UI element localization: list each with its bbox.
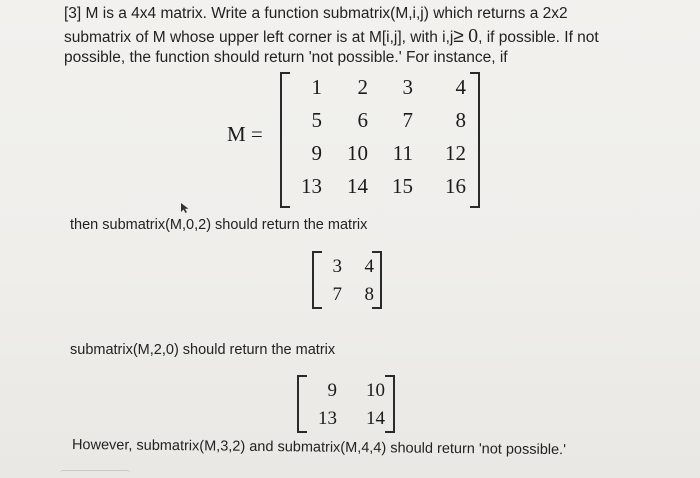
mouse-cursor-icon xyxy=(180,202,190,214)
matrix-cell: 16 xyxy=(445,174,466,198)
example-2-caption: submatrix(M,2,0) should return the matrix xyxy=(70,342,336,358)
matrix-cell: 4 xyxy=(455,75,466,99)
matrix-cell: 7 xyxy=(332,284,342,305)
matrix-cell: 5 xyxy=(311,108,322,132)
problem-line-3 xyxy=(64,47,508,69)
right-bracket xyxy=(470,72,480,208)
matrix-cell: 10 xyxy=(366,380,385,401)
matrix-cell: 13 xyxy=(318,408,337,429)
matrix-cell: 4 xyxy=(364,256,374,277)
problem-text: possible, the function should return 'not possible.' For instance, if xyxy=(64,49,508,66)
matrix-cell: 14 xyxy=(366,408,385,429)
problem-text: , if possible. If not xyxy=(478,29,599,46)
matrix-cell: 9 xyxy=(311,141,322,165)
matrix-cell: 6 xyxy=(357,108,368,132)
matrix-cell: 7 xyxy=(402,108,413,132)
problem-text: submatrix of M whose upper left corner is at M[i,j], with i,j xyxy=(64,29,454,46)
matrix-cell: 11 xyxy=(392,141,413,165)
example-2-matrix xyxy=(297,375,395,433)
matrix-cell: 3 xyxy=(332,256,342,277)
example-1-caption: then submatrix(M,0,2) should return the matrix xyxy=(70,217,368,233)
matrix-cell: 12 xyxy=(445,141,466,165)
matrix-cell: 8 xyxy=(364,284,374,305)
zero-symbol: 0 xyxy=(468,25,479,47)
matrix-cell: 13 xyxy=(301,174,322,198)
page-edge xyxy=(60,470,130,477)
matrix-m xyxy=(280,72,480,208)
matrix-cell: 1 xyxy=(311,75,322,99)
matrix-cell: 14 xyxy=(347,174,368,198)
matrix-cell: 9 xyxy=(327,380,337,401)
problem-line-1 xyxy=(64,3,568,25)
left-bracket xyxy=(312,251,322,309)
matrix-m-label: M = xyxy=(227,122,263,146)
footer-text: However, submatrix(M,3,2) and submatrix(M,4,4) should return 'not possible.' xyxy=(71,437,566,459)
left-bracket xyxy=(297,375,307,433)
matrix-cell: 15 xyxy=(392,174,413,198)
matrix-cell: 10 xyxy=(347,141,368,165)
greater-equal-symbol: ≥ xyxy=(453,26,464,47)
right-bracket xyxy=(385,375,395,433)
problem-text: [3] M is a 4x4 matrix. Write a function submatrix(M,i,j) which returns a 2x2 xyxy=(64,5,568,22)
example-1-matrix xyxy=(312,251,382,309)
matrix-cell: 3 xyxy=(402,75,413,99)
matrix-cell: 2 xyxy=(357,75,368,99)
left-bracket xyxy=(280,72,290,208)
matrix-cell: 8 xyxy=(455,108,466,132)
problem-line-2 xyxy=(64,25,599,49)
